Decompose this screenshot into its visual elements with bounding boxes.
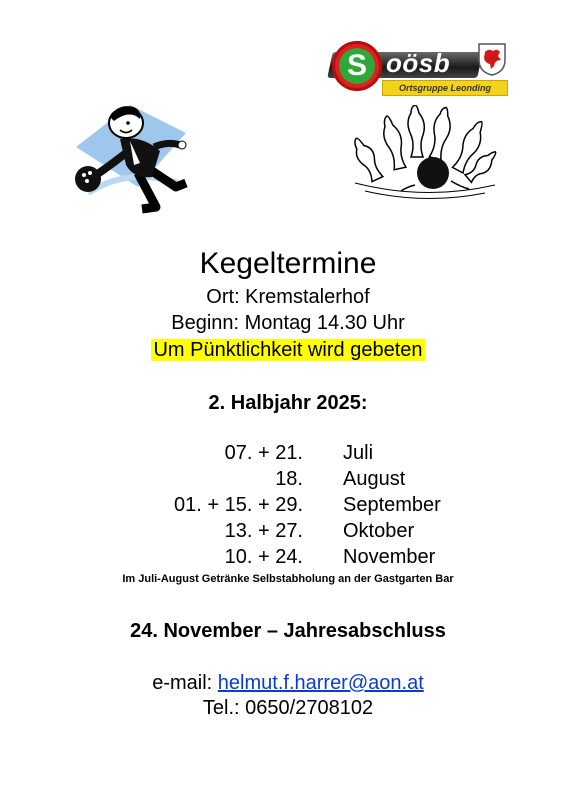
logo-letter: S — [339, 48, 375, 84]
schedule-dates: 01. + 15. + 29. — [174, 494, 303, 516]
punctuality-note: Um Pünktlichkeit wird gebeten — [153, 339, 423, 361]
schedule-table — [0, 440, 576, 570]
start-time-text: Beginn: Montag 14.30 Uhr — [171, 312, 405, 334]
logo-word: oösb — [386, 48, 451, 78]
club-logo — [320, 38, 510, 100]
schedule-row — [0, 440, 576, 466]
phone-text: Tel.: 0650/2708102 — [202, 697, 374, 719]
page-title: Kegeltermine — [199, 247, 377, 280]
email-line — [0, 670, 576, 696]
halfyear-heading: 2. Halbjahr 2025: — [208, 392, 368, 414]
location-text: Ort: Kremstalerhof — [206, 286, 370, 308]
punctuality-note-line — [0, 337, 576, 363]
drinks-note: Im Juli-August Getränke Selbstabholung an der Gastgarten Bar — [122, 573, 454, 585]
season-closing: 24. November – Jahresabschluss — [130, 620, 446, 642]
schedule-row — [0, 466, 576, 492]
email-label: e-mail: — [152, 672, 218, 694]
logo-subtitle: Ortsgruppe Leonding — [382, 80, 508, 96]
schedule-dates: 07. + 21. — [224, 442, 303, 464]
schedule-dates: 10. + 24. — [224, 546, 303, 568]
schedule-row — [0, 518, 576, 544]
bowling-pins-clipart-icon — [345, 105, 505, 205]
bowler-clipart-icon — [68, 95, 198, 215]
schedule-month: September — [343, 494, 441, 516]
schedule-row — [0, 544, 576, 570]
schedule-dates: 18. — [275, 468, 303, 490]
schedule-row — [0, 492, 576, 518]
coat-of-arms-icon — [477, 42, 507, 76]
schedule-dates: 13. + 27. — [224, 520, 303, 542]
schedule-month: Oktober — [343, 520, 415, 542]
email-link[interactable]: helmut.f.harrer@aon.at — [217, 672, 424, 694]
schedule-month: August — [343, 468, 406, 490]
schedule-month: November — [343, 546, 436, 568]
logo-circle — [332, 41, 382, 91]
schedule-month: Juli — [343, 442, 374, 464]
